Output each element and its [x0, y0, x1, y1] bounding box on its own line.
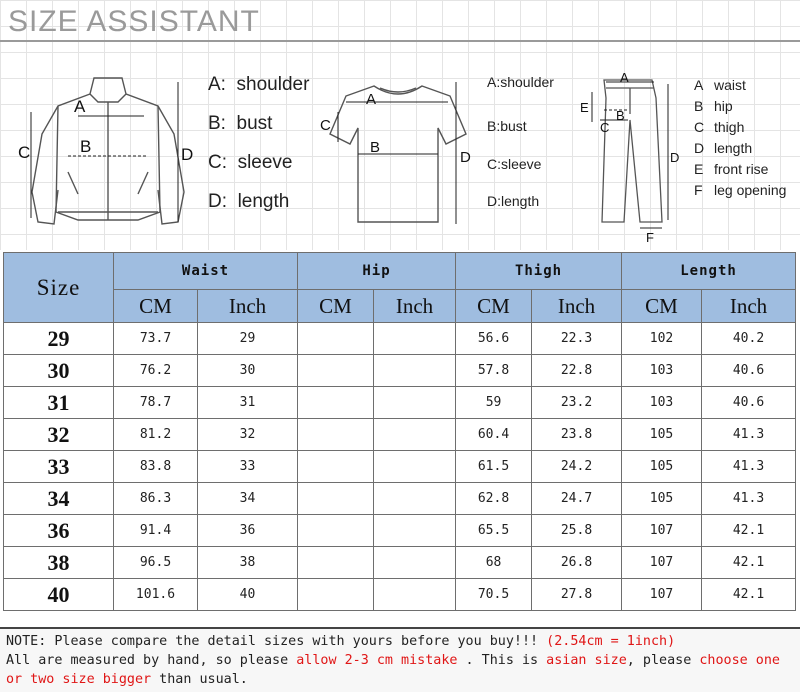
size-cell: 40 [4, 579, 114, 611]
size-chart [3, 252, 795, 611]
unit-header: CM [114, 290, 198, 323]
table-cell: 96.5 [114, 547, 198, 579]
table-cell: 40 [198, 579, 298, 611]
note-box [0, 627, 800, 692]
table-cell: 40.6 [702, 355, 796, 387]
table-cell [374, 387, 456, 419]
unit-header: CM [456, 290, 532, 323]
table-cell: 59 [456, 387, 532, 419]
table-cell: 30 [198, 355, 298, 387]
thigh-header: Thigh [456, 253, 622, 290]
table-cell: 24.2 [532, 451, 622, 483]
table-cell [298, 483, 374, 515]
pants-label-d: D [670, 150, 680, 165]
table-cell: 22.3 [532, 323, 622, 355]
table-cell: 38 [198, 547, 298, 579]
unit-header: Inch [198, 290, 298, 323]
jacket-label-b: B [80, 137, 92, 156]
table-cell: 107 [622, 547, 702, 579]
table-cell [374, 483, 456, 515]
table-cell: 107 [622, 515, 702, 547]
table-cell: 42.1 [702, 515, 796, 547]
table-cell [298, 355, 374, 387]
legend-row-hip: B hip [694, 98, 733, 114]
size-cell: 30 [4, 355, 114, 387]
table-cell: 29 [198, 323, 298, 355]
table-cell: 86.3 [114, 483, 198, 515]
size-cell: 38 [4, 547, 114, 579]
table-row [4, 547, 796, 579]
table-cell [298, 419, 374, 451]
table-cell: 62.8 [456, 483, 532, 515]
pants-label-a: A [620, 70, 629, 85]
tshirt-diagram [316, 72, 486, 238]
page-title: SIZE ASSISTANT [8, 5, 260, 38]
size-cell: 36 [4, 515, 114, 547]
table-cell [298, 579, 374, 611]
jacket-diagram [18, 72, 208, 242]
table-cell: 42.1 [702, 547, 796, 579]
legend-row-shoulder: A:shoulder [487, 74, 554, 90]
size-cell: 33 [4, 451, 114, 483]
size-assistant-panel [0, 0, 800, 250]
table-cell: 60.4 [456, 419, 532, 451]
table-cell: 56.6 [456, 323, 532, 355]
table-cell [374, 579, 456, 611]
table-cell: 70.5 [456, 579, 532, 611]
tshirt-label-b: B [370, 139, 381, 156]
table-cell: 34 [198, 483, 298, 515]
table-cell [298, 547, 374, 579]
tshirt-label-c: C [320, 117, 331, 134]
table-row [4, 483, 796, 515]
table-cell: 41.3 [702, 451, 796, 483]
table-cell: 24.7 [532, 483, 622, 515]
legend-row-sleeve: C:sleeve [487, 156, 542, 172]
unit-header: Inch [374, 290, 456, 323]
table-cell: 73.7 [114, 323, 198, 355]
table-row [4, 515, 796, 547]
table-cell: 33 [198, 451, 298, 483]
table-row [4, 419, 796, 451]
table-cell: 107 [622, 579, 702, 611]
table-cell: 23.8 [532, 419, 622, 451]
jacket-label-a: A [74, 97, 86, 116]
table-cell: 105 [622, 419, 702, 451]
table-cell: 22.8 [532, 355, 622, 387]
size-cell: 32 [4, 419, 114, 451]
table-cell [374, 451, 456, 483]
table-cell: 83.8 [114, 451, 198, 483]
table-cell: 31 [198, 387, 298, 419]
table-cell: 42.1 [702, 579, 796, 611]
tshirt-label-d: D [460, 149, 471, 166]
table-cell [374, 355, 456, 387]
table-cell: 103 [622, 387, 702, 419]
table-cell: 81.2 [114, 419, 198, 451]
legend-row-length: D:length [487, 193, 540, 209]
table-cell: 57.8 [456, 355, 532, 387]
pants-label-b: B [616, 108, 625, 123]
legend-row-length: D: length [208, 191, 290, 212]
table-body [4, 323, 796, 611]
table-cell: 27.8 [532, 579, 622, 611]
table-cell: 40.2 [702, 323, 796, 355]
table-row [4, 323, 796, 355]
table-row [4, 387, 796, 419]
legend-row-thigh: C thigh [694, 119, 745, 135]
pants-label-f: F [646, 230, 654, 245]
table-cell: 68 [456, 547, 532, 579]
size-cell: 29 [4, 323, 114, 355]
table-cell: 23.2 [532, 387, 622, 419]
table-cell: 26.8 [532, 547, 622, 579]
pants-label-e: E [580, 100, 589, 115]
table-cell: 40.6 [702, 387, 796, 419]
table-cell: 78.7 [114, 387, 198, 419]
size-column-header: Size [4, 253, 114, 323]
legend-row-bust: B:bust [487, 118, 527, 134]
conversion-note: (2.54cm = 1inch) [546, 634, 676, 649]
length-header: Length [622, 253, 796, 290]
table-cell [374, 515, 456, 547]
table-cell: 91.4 [114, 515, 198, 547]
table-cell: 61.5 [456, 451, 532, 483]
table-cell [298, 451, 374, 483]
legend-row-shoulder: A: shoulder [208, 74, 310, 95]
legend-row-length: D length [694, 140, 753, 156]
hip-header: Hip [298, 253, 456, 290]
table-cell: 103 [622, 355, 702, 387]
table-cell [374, 547, 456, 579]
table-cell [298, 515, 374, 547]
table-cell: 25.8 [532, 515, 622, 547]
table-cell [374, 323, 456, 355]
note-line-1: NOTE: Please compare the detail sizes with yours before you buy!!! (2.54cm = 1inch) [6, 634, 676, 649]
legend-row-bust: B: bust [208, 113, 273, 134]
legend-row-front-rise: E front rise [694, 161, 769, 177]
waist-header: Waist [114, 253, 298, 290]
legend-row-waist: A waist [694, 77, 746, 93]
table-cell: 105 [622, 451, 702, 483]
table-cell: 65.5 [456, 515, 532, 547]
table-cell: 76.2 [114, 355, 198, 387]
table-cell [374, 419, 456, 451]
table-cell: 101.6 [114, 579, 198, 611]
table-cell: 102 [622, 323, 702, 355]
table-row [4, 579, 796, 611]
table-cell [298, 323, 374, 355]
note-line-3: or two size bigger than usual. [6, 672, 248, 687]
legend-row-sleeve: C: sleeve [208, 152, 293, 173]
unit-header: Inch [702, 290, 796, 323]
legend-row-leg-opening: F leg opening [694, 182, 787, 198]
note-line-2: All are measured by hand, so please allow 2-3 cm mistake . This is asian size, please choose one [6, 653, 780, 668]
table-cell: 105 [622, 483, 702, 515]
table-cell: 41.3 [702, 419, 796, 451]
tshirt-label-a: A [366, 91, 377, 108]
table-cell [298, 387, 374, 419]
jacket-label-d: D [181, 145, 194, 164]
unit-header: CM [622, 290, 702, 323]
pants-label-c: C [600, 120, 610, 135]
table-row [4, 355, 796, 387]
unit-header: Inch [532, 290, 622, 323]
title-divider [0, 40, 800, 42]
unit-header: CM [298, 290, 374, 323]
table-row [4, 451, 796, 483]
size-cell: 31 [4, 387, 114, 419]
size-table [3, 252, 796, 611]
table-cell: 36 [198, 515, 298, 547]
table-cell: 32 [198, 419, 298, 451]
table-cell: 41.3 [702, 483, 796, 515]
jacket-label-c: C [18, 143, 31, 162]
pants-diagram [576, 70, 690, 245]
size-cell: 34 [4, 483, 114, 515]
